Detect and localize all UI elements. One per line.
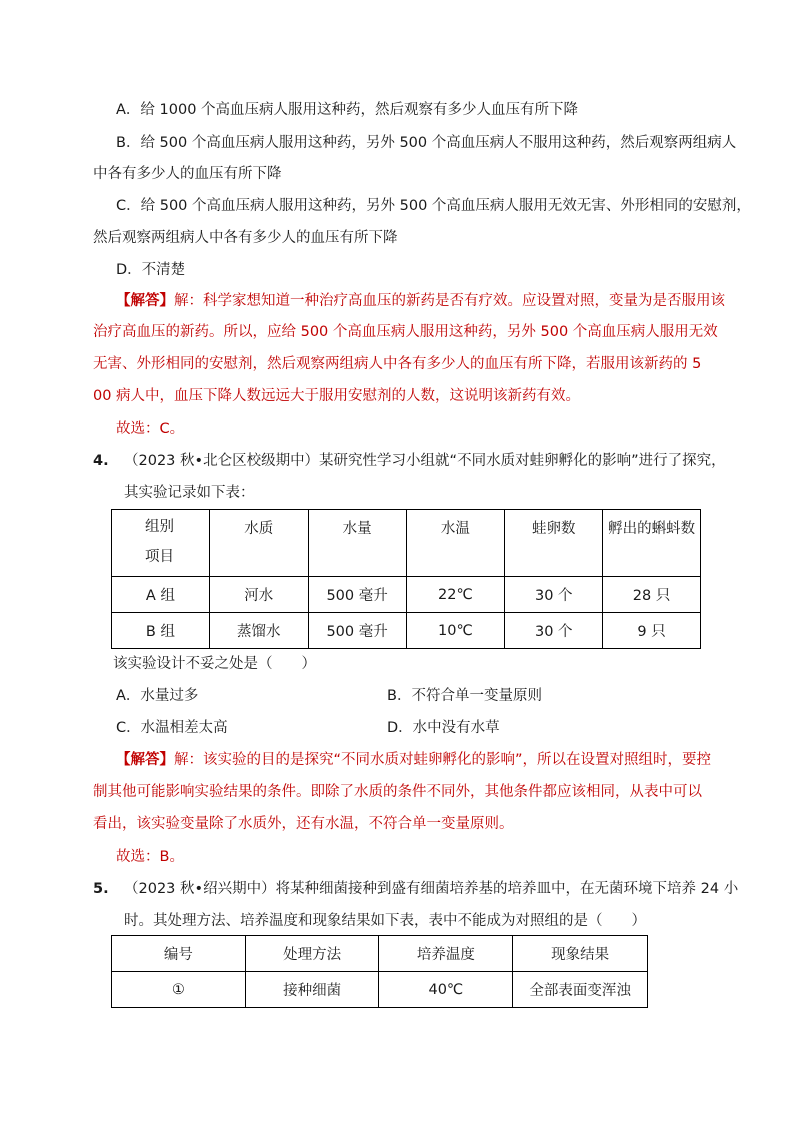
- q5-table-cell: ①: [112, 972, 246, 1008]
- q4-answer-text1: 解：该实验的目的是探究“不同水质对蛙卵孵化的影响”，所以在设置对照组时，要控: [174, 752, 712, 768]
- q4-table-cell: 蒸馏水: [209, 613, 308, 649]
- q5-table-col-header: 培养温度: [379, 936, 513, 972]
- q3-option-b-line2: 中各有多少人的血压有所下降: [93, 166, 282, 182]
- q4-table-corner-cell: [112, 510, 210, 577]
- q3-option-c-line2: 然后观察两组病人中各有多少人的血压有所下降: [93, 230, 398, 246]
- q4-stem-line2: 其实验记录如下表：: [124, 485, 255, 501]
- q4-answer-line1: [116, 750, 711, 770]
- q5-table-col-header: 处理方法: [245, 936, 379, 972]
- q4-table-header-item: 项目: [145, 549, 174, 565]
- q4-table-cell: 9 只: [603, 613, 701, 649]
- q3-answer-choice: 故选：C。: [116, 421, 185, 437]
- q4-table-cell: 河水: [209, 577, 308, 613]
- q4-option-a: A．水量过多: [116, 688, 199, 704]
- q4-table-cell: A 组: [112, 577, 210, 613]
- q4-table-header-group: 组别: [145, 519, 174, 535]
- q5-table-col-header: 现象结果: [513, 936, 648, 972]
- q4-table-row: [112, 613, 701, 649]
- q4-table: [111, 509, 701, 649]
- q5-table-cell: 40℃: [379, 972, 513, 1008]
- q4-table-col-header: 水质: [209, 510, 308, 577]
- q4-table-cell: 22℃: [406, 577, 505, 613]
- q4-option-d: D．水中没有水草: [387, 720, 500, 736]
- q4-table-cell: 30 个: [505, 613, 603, 649]
- q4-option-b: B．不符合单一变量原则: [387, 688, 542, 704]
- q3-option-d: D．不清楚: [116, 262, 186, 278]
- q5-table-row: [112, 972, 648, 1008]
- q3-option-a: A．给 1000 个高血压病人服用这种药，然后观察有多少人血压有所下降: [116, 102, 579, 118]
- q4-table-col-header: 孵出的蝌蚪数: [603, 510, 701, 577]
- q5-table: [111, 935, 648, 1008]
- q4-table-cell: B 组: [112, 613, 210, 649]
- q3-answer-line2: 治疗高血压的新药。所以，应给 500 个高血压病人服用这种药，另外 500 个高血压病人服用无效: [93, 324, 718, 340]
- q3-answer-line4: 00 病人中，血压下降人数远远大于服用安慰剂的人数，这说明该新药有效。: [93, 388, 581, 404]
- q4-table-row: [112, 577, 701, 613]
- q4-table-cell: 28 只: [603, 577, 701, 613]
- q5-table-header-row: [112, 936, 648, 972]
- q4-table-cell: 500 毫升: [308, 577, 406, 613]
- q5-table-col-header: 编号: [112, 936, 246, 972]
- q4-table-cell: 10℃: [406, 613, 505, 649]
- q4-answer-tag: 【解答】: [116, 752, 174, 768]
- q5-stem-line1: （2023 秋•绍兴期中）将某种细菌接种到盛有细菌培养基的培养皿中，在无菌环境下培养 24 小: [124, 881, 739, 897]
- q4-answer-line3: 看出，该实验变量除了水质外，还有水温，不符合单一变量原则。: [93, 816, 514, 832]
- q4-table-col-header: 蛙卵数: [505, 510, 603, 577]
- q4-table-col-header: 水量: [308, 510, 406, 577]
- q3-option-b-line1: B．给 500 个高血压病人服用这种药，另外 500 个高血压病人不服用这种药，然后观察两组病人: [116, 135, 737, 151]
- q3-answer-text1: 解：科学家想知道一种治疗高血压的新药是否有疗效。应设置对照，变量为是否服用该: [174, 293, 725, 309]
- q3-option-c-line1: C．给 500 个高血压病人服用这种药，另外 500 个高血压病人服用无效无害、外形相同的安慰剂，: [116, 198, 751, 214]
- q4-answer-line2: 制其他可能影响实验结果的条件。即除了水质的条件不同外，其他条件都应该相同，从表中可以: [93, 784, 702, 800]
- q4-table-cell: 30 个: [505, 577, 603, 613]
- q4-question: 该实验设计不妥之处是（ ）: [113, 656, 316, 672]
- q4-table-header-row: [112, 510, 701, 577]
- q4-stem-line1: （2023 秋•北仑区校级期中）某研究性学习小组就“不同水质对蛙卵孵化的影响”进行了探究，: [124, 453, 726, 469]
- q3-answer-line3: 无害、外形相同的安慰剂，然后观察两组病人中各有多少人的血压有所下降，若服用该新药的 5: [93, 356, 702, 372]
- q5-number: 5.: [93, 881, 109, 897]
- q4-option-c: C．水温相差太高: [116, 720, 228, 736]
- q4-table-cell: 500 毫升: [308, 613, 406, 649]
- q5-table-cell: 接种细菌: [245, 972, 379, 1008]
- q3-answer-tag: 【解答】: [116, 293, 174, 309]
- q4-table-col-header: 水温: [406, 510, 505, 577]
- q5-stem-line2: 时。其处理方法、培养温度和现象结果如下表，表中不能成为对照组的是（ ）: [124, 913, 646, 929]
- q5-table-cell: 全部表面变浑浊: [513, 972, 648, 1008]
- q4-number: 4.: [93, 453, 109, 469]
- q4-answer-choice: 故选：B。: [116, 849, 184, 865]
- q3-answer-line1: [116, 291, 725, 311]
